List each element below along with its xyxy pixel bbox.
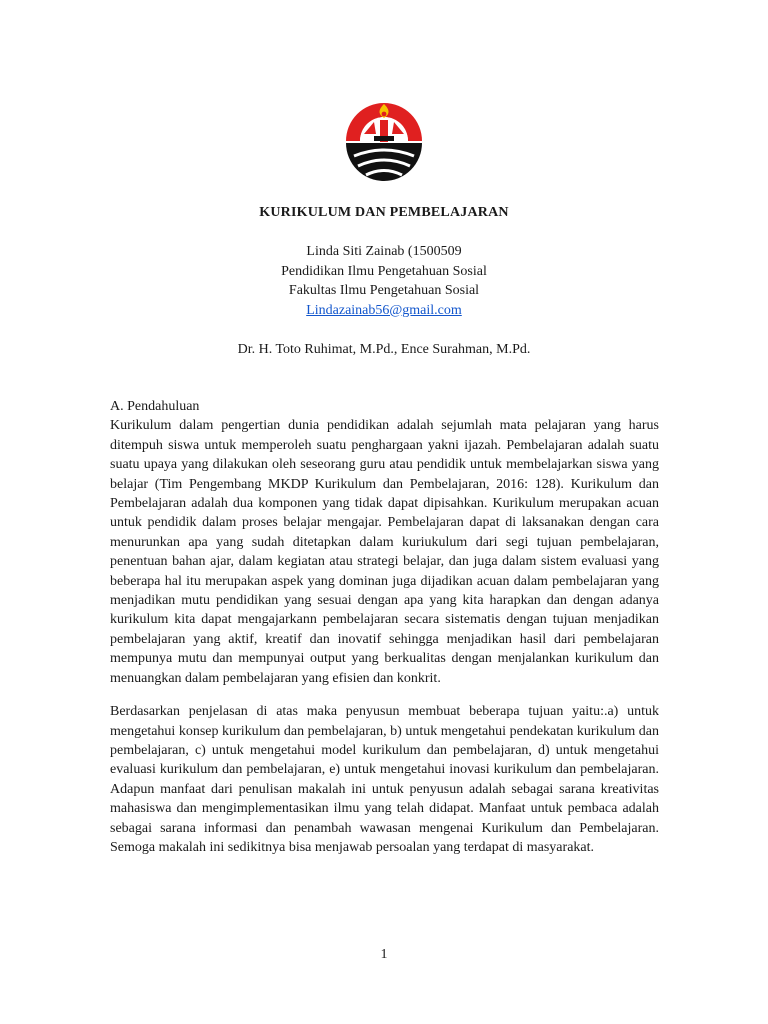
author-email-link[interactable]: Lindazainab56@gmail.com — [306, 302, 462, 318]
page-number: 1 — [380, 947, 388, 962]
advisors-line: Dr. H. Toto Ruhimat, M.Pd., Ence Surahman, M.Pd. — [237, 342, 531, 357]
university-logo-icon — [344, 100, 424, 186]
author-block — [0, 242, 768, 320]
author-name: Linda Siti Zainab (1500509 — [306, 244, 462, 259]
author-program: Pendidikan Ilmu Pengetahuan Sosial — [281, 263, 487, 279]
section-heading: A. Pendahuluan — [110, 399, 200, 414]
paragraph-2: Berdasarkan penjelasan di atas maka penyusun membuat beberapa tujuan yaitu:.a) untuk mengetahui konsep kurikulum dan pembelajaran, b) untuk mengetahui pendekatan kurikulum dan pembelajaran, c) untuk mengetahui model kurikulum dan pembelajaran, d) untuk mengetahui evaluasi kurikulum dan pembelajaran, e) untuk mengetahui inovasi kurikulum dan pembelajaran. Adapun manfaat dari penulisan makalah ini untuk penyusun adalah sebagai sarana kreativitas mahasiswa dan mengimplementasikan ilmu yang telah didapat. Manfaat untuk pembaca adalah sebagai sarana informasi dan penambah wawasan mengenai Kurikulum dan Pembelajaran. Semoga makalah ini sedikitnya bisa menjawab persoalan yang terdapat di masyarakat. — [110, 704, 659, 855]
document-body — [110, 397, 659, 857]
document-title: KURIKULUM DAN PEMBELAJARAN — [259, 205, 509, 220]
paragraph-1: Kurikulum dalam pengertian dunia pendidikan adalah sejumlah mata pelajaran yang harus ditempuh siswa untuk memperoleh suatu penghargaan yakni ijazah. Pembelajaran adalah suatu suatu upaya yang dilakukan oleh seseorang guru atau pendidik untuk membelajarkan siswa yang belajar (Tim Pengembang MKDP Kurikulum dan Pembelajaran, 2016: 128). Kurikulum dan Pembelajaran adalah dua komponen yang tidak dapat dipisahkan. Kurikulum merupakan acuan untuk pendidik dalam proses belajar mengajar. Pembelajaran dapat di laksanakan dengan cara menurunkan apa yang sudah ditetapkan dalam kuriukulum dari segi tujuan pembelajaran, penentuan bahan ajar, dalam kegiatan atau strategi belajar, dan juga dalam sistem evaluasi yang beberapa hal itu merupakan aspek yang dominan juga dijadikan acuan dalam pembelajaran yang menjadikan mutu pendidikan yang sesuai dengan apa yang kita harapkan dan dengan adanya kurikulum kita dapat mengajarkann pembelajaran secara sistematis dengan tujuan menjadikan pembelajaran yang aktif, kreatif dan inovatif sehingga menjadikan hasil dari pembelajaran mempunya mutu dan mempunyai output yang berkualitas dengan menjalankan kurikulum dan menuangkan dalam pembelajaran yang efisien dan konkrit. — [110, 418, 659, 686]
author-faculty: Fakultas Ilmu Pengetahuan Sosial — [288, 283, 480, 298]
